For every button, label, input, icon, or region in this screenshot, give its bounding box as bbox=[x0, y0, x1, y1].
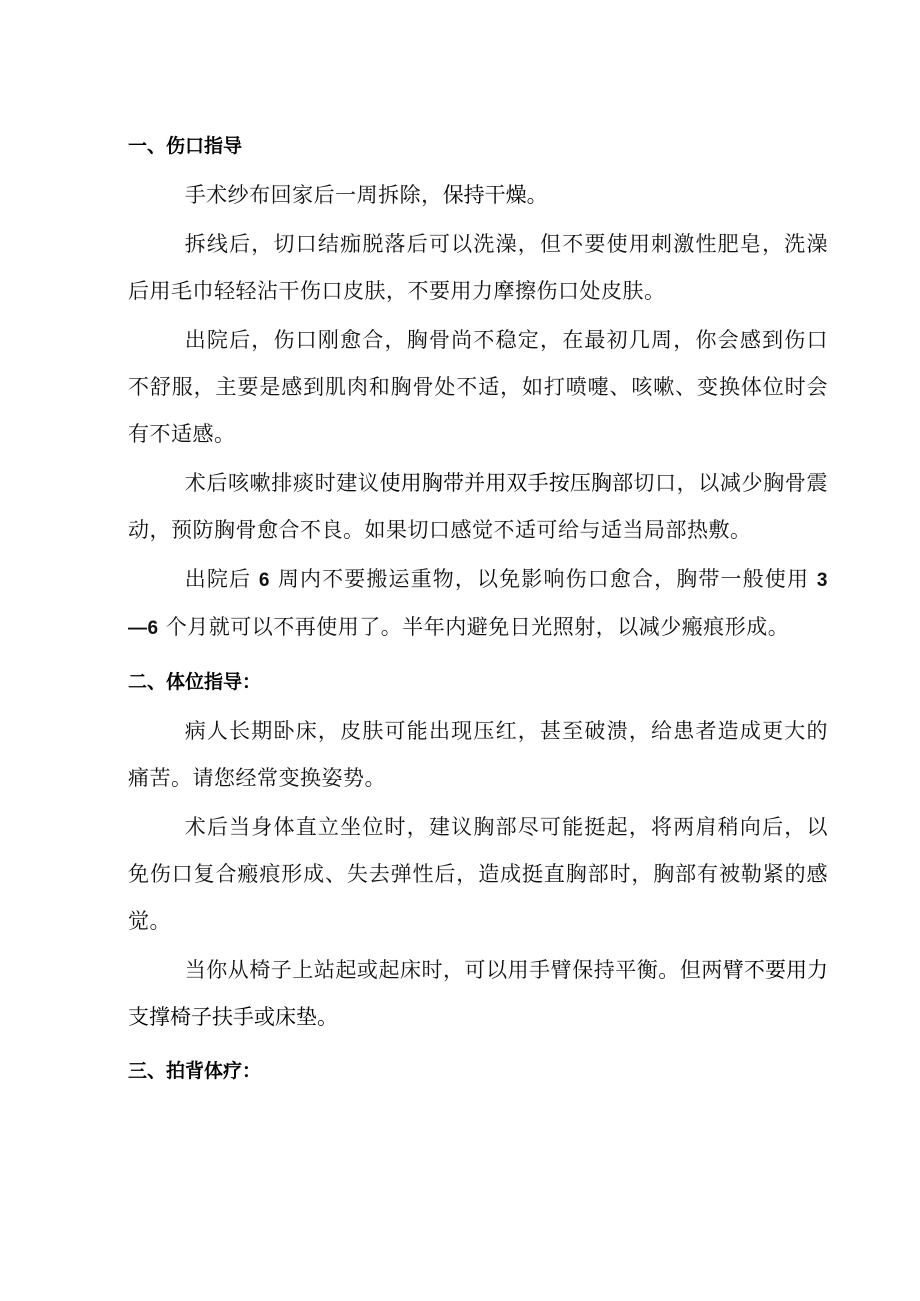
section-heading-posture: 二、体位指导： bbox=[128, 672, 262, 693]
paragraph: 拆线后，切口结痂脱落后可以洗澡，但不要使用刺激性肥皂，洗澡后用毛巾轻轻沾干伤口皮肤，不要用力摩擦伤口处皮肤。 bbox=[128, 232, 828, 303]
paragraph: 病人长期卧床，皮肤可能出现压红，甚至破溃，给患者造成更大的痛苦。请您经常变换姿势。 bbox=[128, 719, 828, 790]
paragraph-emphasis: 臂不要用力支撑椅子扶手或床垫。 bbox=[128, 958, 829, 1029]
number-value: 3—6 bbox=[128, 570, 828, 639]
paragraph: 出院后，伤口刚愈合，胸骨尚不稳定，在最初几周，你会感到伤口不舒服，主要是感到肌肉和胸骨处不适，如打喷嚏、咳嗽、变换体位时会有不适感。 bbox=[128, 328, 828, 446]
document-body bbox=[128, 128, 828, 1091]
paragraph-text: 手术纱布回家后一周拆除， bbox=[184, 183, 443, 207]
paragraph-emphasis: 保持干燥。 bbox=[442, 183, 548, 207]
paragraph: 术后当身体直立坐位时，建议胸部尽可能挺起，将两肩稍向后，以免伤口复合瘢痕形成、失去弹性后，造成挺直胸部时，胸部有被勒紧的感觉。 bbox=[128, 815, 828, 933]
paragraph-emphasis: 使用胸带并用双手按压胸部 bbox=[379, 471, 634, 495]
paragraph-text: 切口，以减少胸骨震动，预防胸骨愈合不良。如果切口感觉不适可给与适当局部热敷。 bbox=[128, 471, 829, 542]
paragraph-text: 术后咳嗽排痰时建议 bbox=[184, 471, 380, 495]
paragraph bbox=[128, 556, 828, 652]
paragraph bbox=[128, 947, 828, 1041]
paragraph-text: 出院后 bbox=[184, 567, 252, 591]
paragraph-text: 当你从椅子上站起或起床时，可以用手臂保持平衡。但两 bbox=[184, 958, 723, 982]
section-heading-wound: 一、伤口指导 bbox=[128, 136, 243, 157]
paragraph bbox=[128, 172, 828, 219]
section-heading-back-patting: 三、拍背体疗： bbox=[128, 1061, 262, 1082]
number-value: 6 bbox=[258, 570, 270, 591]
paragraph-text: 周内不要搬运重物，以免影响伤口愈合，胸带一般使用 bbox=[277, 567, 810, 591]
paragraph bbox=[128, 460, 828, 554]
paragraph-text: 个月就可以不再使用了。半年内避免日光照射，以减少瘢痕形成。 bbox=[165, 615, 790, 639]
